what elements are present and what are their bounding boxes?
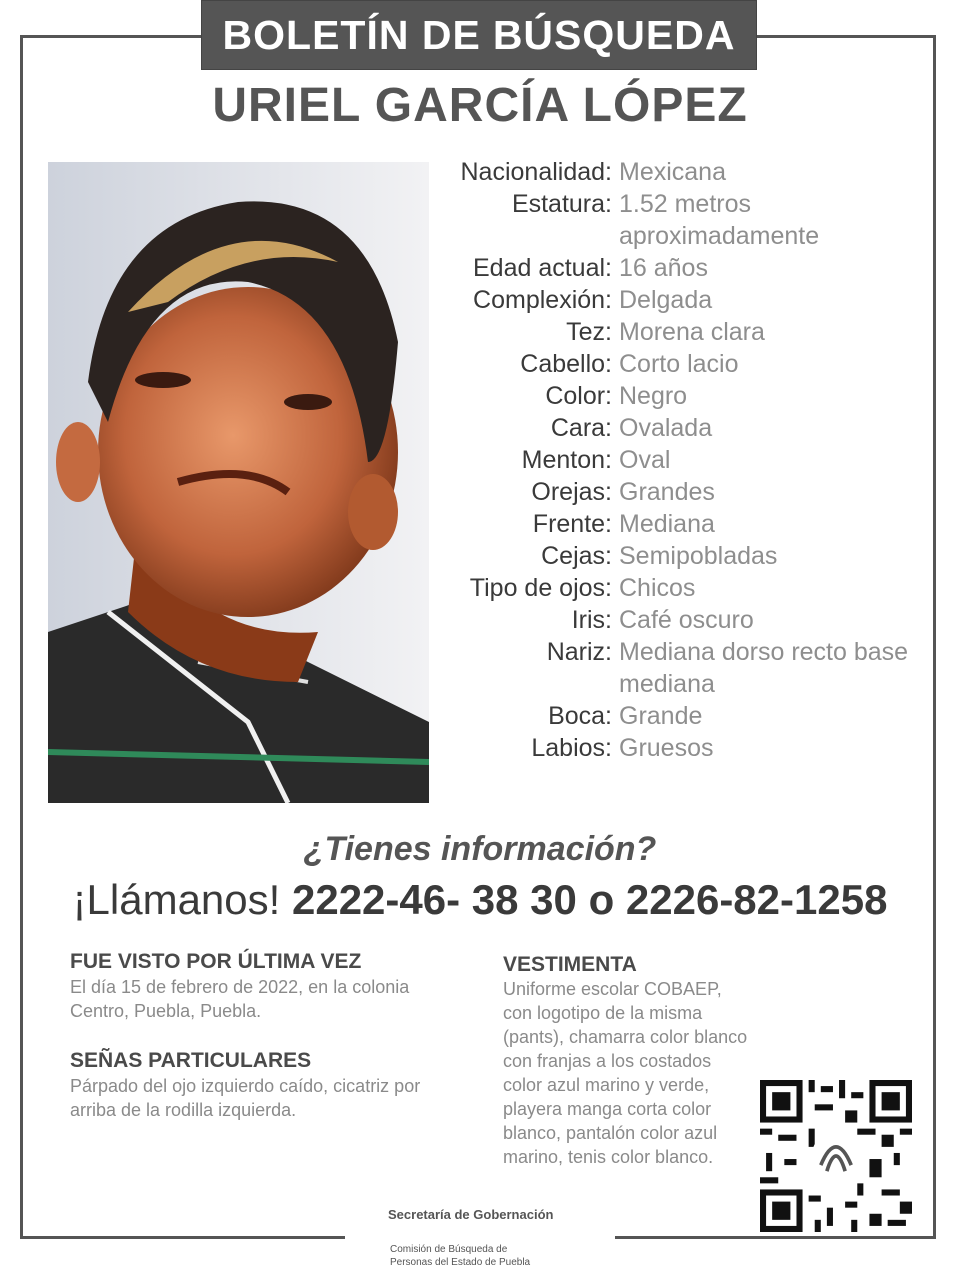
detail-row: Cabello: Corto lacio (520, 350, 739, 378)
footer-commission: Comisión de Búsqueda de Personas del Estado de Puebla (390, 1244, 531, 1268)
marks-title: SEÑAS PARTICULARES (70, 1049, 312, 1072)
detail-row: Nacionalidad: Mexicana (460, 158, 726, 186)
detail-row: Estatura: 1.52 metros aproximadamente (511, 190, 820, 250)
last-seen-text: El día 15 de febrero de 2022, en la colonia Centro, Puebla, Puebla. (70, 977, 410, 1021)
missing-person-name: URIEL GARCÍA LÓPEZ (212, 79, 748, 132)
detail-row: Edad actual: 16 años (473, 254, 708, 282)
detail-row: Frente: Mediana (532, 510, 715, 538)
call-line (0, 876, 960, 924)
detail-row: Iris: Café oscuro (571, 606, 754, 634)
phone-number-1[interactable]: 2222-46- 38 30 (291, 876, 577, 923)
detail-row: Cara: Ovalada (550, 414, 713, 442)
qr-code[interactable] (760, 1080, 912, 1232)
marks-text: Párpado del ojo izquierdo caído, cicatriz por arriba de la rodilla izquierda. (70, 1076, 421, 1120)
physical-details (436, 156, 936, 764)
info-question: ¿Tienes información? (303, 830, 657, 868)
call-label: ¡Llámanos! (72, 876, 281, 923)
header-title-bold: BÚSQUEDA (492, 11, 736, 58)
missing-person-photo (48, 162, 429, 803)
phone-connector: o (588, 876, 615, 923)
detail-row: Cejas: Semipobladas (541, 542, 778, 570)
header-title-light: BOLETÍN DE (222, 11, 481, 58)
last-seen-title: FUE VISTO POR ÚLTIMA VEZ (70, 950, 362, 973)
detail-row: Nariz: Mediana dorso recto base mediana (546, 638, 909, 698)
detail-row: Boca: Grande (548, 702, 703, 730)
clothing-title: VESTIMENTA (503, 953, 637, 976)
detail-row: Menton: Oval (521, 446, 671, 474)
footer-agency: Secretaría de Gobernación (388, 1207, 554, 1222)
detail-row: Tez: Morena clara (566, 318, 765, 346)
detail-row: Orejas: Grandes (531, 478, 715, 506)
detail-row: Color: Negro (545, 382, 688, 410)
detail-row: Tipo de ojos: Chicos (469, 574, 696, 602)
bulletin-header (201, 0, 757, 70)
phone-number-2[interactable]: 2226-82-1258 (625, 876, 888, 923)
detail-row: Labios: Gruesos (531, 734, 714, 762)
detail-row: Complexión: Delgada (473, 286, 713, 314)
clothing-text: Uniforme escolar COBAEP, con logotipo de la misma (pants), chamarra color blanco con franjas a los costados color azul marino y verde, playera manga corta color blanco, pantalón color azul marino, tenis color blanco. (503, 979, 748, 1167)
